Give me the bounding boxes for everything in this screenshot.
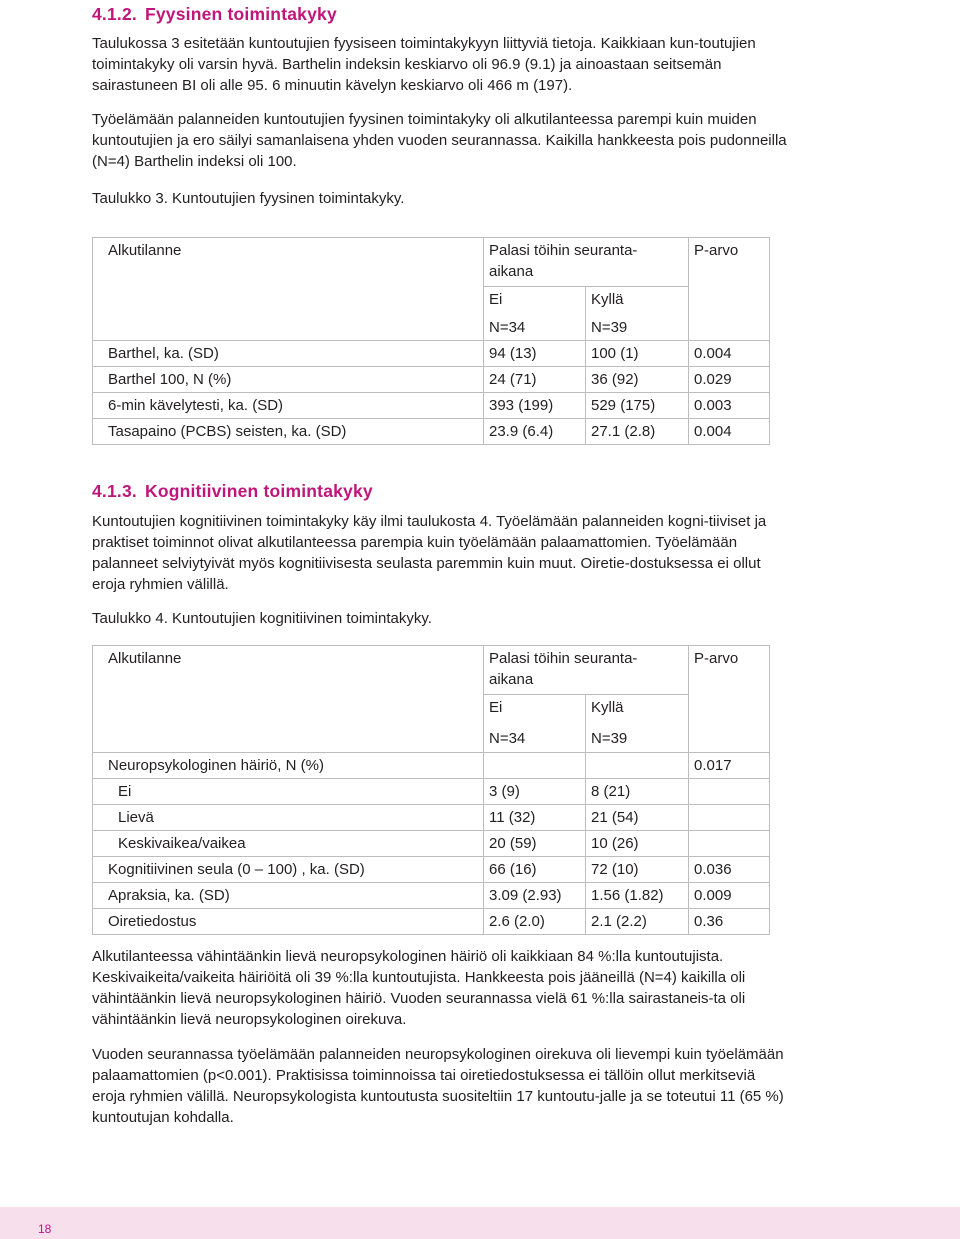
cell-p: 0.003 — [689, 393, 770, 419]
table-caption-4: Taulukko 4. Kuntoutujien kognitiivinen toimintakyky. — [92, 610, 432, 627]
cell-kylla: 21 (54) — [586, 805, 689, 831]
table-row — [93, 341, 770, 367]
row-label: Oiretiedostus — [93, 909, 484, 935]
cell-ei: 3 (9) — [484, 779, 586, 805]
table-row — [93, 805, 770, 831]
row-label: Barthel 100, N (%) — [93, 367, 484, 393]
cell-kylla: 10 (26) — [586, 831, 689, 857]
cell-ei — [484, 753, 586, 779]
cell-ei: 393 (199) — [484, 393, 586, 419]
header-kylla: Kyllä — [586, 287, 689, 316]
section-number: 4.1.2. — [92, 4, 137, 24]
header-kylla: Kyllä — [586, 695, 689, 726]
section-number: 4.1.3. — [92, 481, 137, 501]
header-alkutilanne: Alkutilanne — [93, 646, 484, 753]
table-row — [93, 831, 770, 857]
cell-kylla — [586, 753, 689, 779]
table-row — [93, 367, 770, 393]
row-label: Lievä — [93, 805, 484, 831]
cell-ei: 94 (13) — [484, 341, 586, 367]
table-row — [93, 857, 770, 883]
table-row — [93, 419, 770, 445]
table-caption-3: Taulukko 3. Kuntoutujien fyysinen toimintakyky. — [92, 190, 405, 207]
section-heading-kognitiivinen — [92, 480, 792, 502]
cell-p: 0.004 — [689, 341, 770, 367]
page-number: 18 — [38, 1222, 52, 1236]
paragraph-kognitiivinen: Kuntoutujien kognitiivinen toimintakyky käy ilmi taulukosta 4. Työelämään palanneiden kogni-tiiviset ja praktiset toiminnot olivat alkutilanteessa parempia kuin työelämään palaamattomien. Työelämään palanneet selviytyivät myös kognitiivisesta seulasta paremmin kuin muut. Oiretie-dostuksessa ei ollut eroja ryhmien välillä. — [92, 513, 767, 593]
cell-kylla: 27.1 (2.8) — [586, 419, 689, 445]
paragraph-seuranta: Vuoden seurannassa työelämään palanneiden neuropsykologinen oirekuva oli lievempi kuin työelämään palaamattomien (p<0.001). Praktisissa toiminnoissa tai oiretiedostuksessa ei tällöin ollut merkitseviä eroja ryhmien välillä. Neuropsykologista kuntoutusta suositeltiin 17 kuntoutu-jalle ja se toteutui 11 (65 %) kuntoutujan kohdalla. — [92, 1046, 784, 1126]
table-row — [93, 883, 770, 909]
header-ei: Ei — [484, 287, 586, 316]
paragraph-fyysinen: Työelämään palanneiden kuntoutujien fyysinen toimintakyky oli alkutilanteessa parempi kuin muiden kuntoutujien ja ero säilyi samanlaisena yhden vuoden seurannassa. Kaikilla hankkeesta pois pudonneilla (N=4) Barthelin indeksi oli 100. — [92, 111, 787, 170]
paragraph-intro: Taulukossa 3 esitetään kuntoutujien fyysiseen toimintakykyyn liittyviä tietoja. Kaikkiaan kun-toutujien toimintakyky oli varsin hyvä. Barthelin indeksin keskiarvo oli 96.9 (9.1) ja ainoastaan seitsemän sairastuneen BI oli alle 95. 6 minuutin kävelyn keskiarvo oli 466 m (197). — [92, 35, 756, 94]
cell-kylla: 36 (92) — [586, 367, 689, 393]
row-label: 6-min kävelytesti, ka. (SD) — [93, 393, 484, 419]
header-n-kylla: N=39 — [586, 726, 689, 753]
cell-kylla: 2.1 (2.2) — [586, 909, 689, 935]
table-row — [93, 753, 770, 779]
cell-kylla: 8 (21) — [586, 779, 689, 805]
row-label: Kognitiivinen seula (0 – 100) , ka. (SD) — [93, 857, 484, 883]
paragraph-alkutilanne: Alkutilanteessa vähintäänkin lievä neuropsykologinen häiriö oli kaikkiaan 84 %:lla kuntoutujista. Keskivaikeita/vaikeita häiriöitä oli 39 %:lla kuntoutujista. Hankkeesta pois jääneillä (N=4) kaikilla oli vähintäänkin lievä neuropsykologinen häiriö. Vuoden seurannassa vielä 61 %:lla sairastaneis-ta oli vähintäänkin lievä neuropsykologinen oirekuva. — [92, 948, 746, 1028]
cell-ei: 2.6 (2.0) — [484, 909, 586, 935]
cell-ei: 20 (59) — [484, 831, 586, 857]
cell-ei: 3.09 (2.93) — [484, 883, 586, 909]
header-alkutilanne: Alkutilanne — [93, 238, 484, 341]
cell-kylla: 1.56 (1.82) — [586, 883, 689, 909]
cell-kylla: 529 (175) — [586, 393, 689, 419]
cell-p: 0.36 — [689, 909, 770, 935]
table-4 — [92, 645, 770, 935]
section-title: Kognitiivinen toimintakyky — [144, 481, 373, 501]
table-3 — [92, 237, 770, 445]
row-label: Tasapaino (PCBS) seisten, ka. (SD) — [93, 419, 484, 445]
cell-p: 0.017 — [689, 753, 770, 779]
cell-ei: 24 (71) — [484, 367, 586, 393]
row-label: Ei — [93, 779, 484, 805]
section-title: Fyysinen toimintakyky — [144, 4, 337, 24]
header-p-arvo: P-arvo — [689, 238, 770, 341]
cell-ei: 11 (32) — [484, 805, 586, 831]
cell-p: 0.029 — [689, 367, 770, 393]
cell-p — [689, 779, 770, 805]
cell-p: 0.009 — [689, 883, 770, 909]
footer-bar — [0, 1207, 960, 1239]
cell-p: 0.004 — [689, 419, 770, 445]
row-label: Keskivaikea/vaikea — [93, 831, 484, 857]
row-label: Apraksia, ka. (SD) — [93, 883, 484, 909]
cell-p — [689, 805, 770, 831]
cell-ei: 66 (16) — [484, 857, 586, 883]
header-n-kylla: N=39 — [586, 315, 689, 341]
header-n-ei: N=34 — [484, 315, 586, 341]
table-row — [93, 393, 770, 419]
header-ei: Ei — [484, 695, 586, 726]
section-heading-fyysinen — [92, 3, 792, 25]
table-row — [93, 909, 770, 935]
cell-ei: 23.9 (6.4) — [484, 419, 586, 445]
header-palasi: Palasi töihin seuranta-aikana — [484, 238, 689, 287]
cell-p: 0.036 — [689, 857, 770, 883]
row-label: Barthel, ka. (SD) — [93, 341, 484, 367]
row-label: Neuropsykologinen häiriö, N (%) — [93, 753, 484, 779]
table-row — [93, 779, 770, 805]
cell-p — [689, 831, 770, 857]
header-palasi: Palasi töihin seuranta-aikana — [484, 646, 689, 695]
cell-kylla: 100 (1) — [586, 341, 689, 367]
header-p-arvo: P-arvo — [689, 646, 770, 753]
cell-kylla: 72 (10) — [586, 857, 689, 883]
header-n-ei: N=34 — [484, 726, 586, 753]
